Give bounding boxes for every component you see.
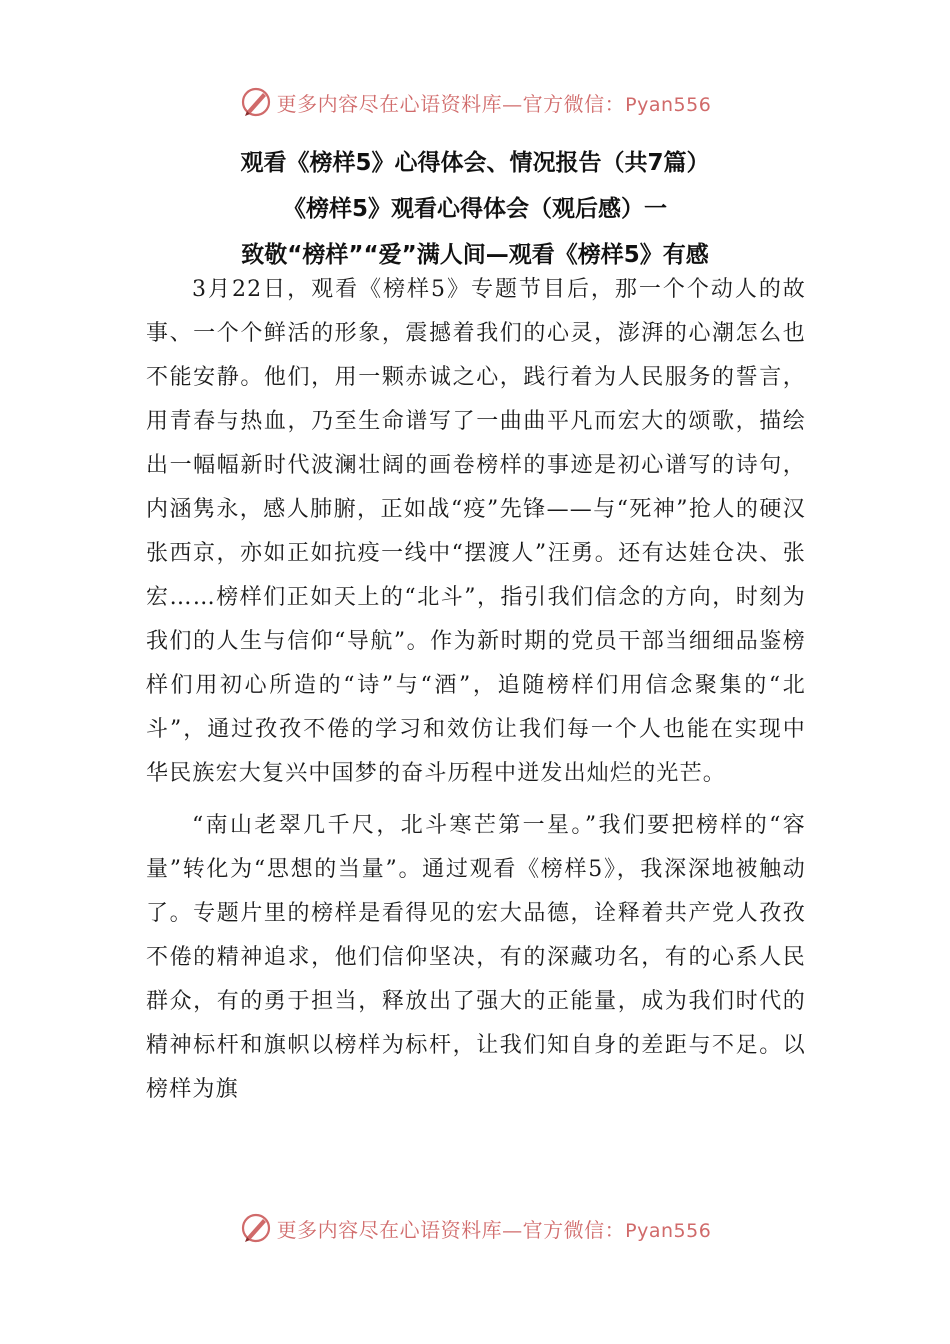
wechat-id: Pyan556 [625, 1219, 712, 1242]
paragraph-1: 3月22日，观看《榜样5》专题节目后，那一个个动人的故事、一个个鲜活的形象，震撼着我们的心灵，澎湃的心潮怎么也不能安静。他们，用一颗赤诚之心，践行着为人民服务的誓言，用青春与热血，乃至生命谱写了一曲曲平凡而宏大的颂歌，描绘出一幅幅新时代波澜壮阔的画卷榜样的事迹是初心谱写的诗句，内涵隽永，感人肺腑，正如战“疫”先锋——与“死神”抢人的硬汉张西京，亦如正如抗疫一线中“摆渡人”汪勇。还有达娃仓决、张宏……榜样们正如天上的“北斗”，指引我们信念的方向，时刻为我们的人生与信仰“导航”。作为新时期的党员干部当细细品鉴榜样们用初心所造的“诗”与“酒”，追随榜样们用信念聚集的“北斗”，通过孜孜不倦的学习和效仿让我们每一个人也能在实现中华民族宏大复兴中国梦的奋斗历程中迸发出灿烂的光芒。 [146, 277, 806, 786]
wechat-id: Pyan556 [625, 93, 712, 116]
article-title: 致敬“榜样”“爱”满人间—观看《榜样5》有感 [241, 242, 709, 268]
document-headings [0, 140, 950, 278]
pen-logo-icon [239, 1211, 273, 1245]
header-watermark-banner [0, 82, 950, 122]
banner-text: 更多内容尽在心语资料库—官方微信：Pyan556 [276, 1217, 712, 1242]
footer-watermark-banner [0, 1208, 950, 1248]
banner-text: 更多内容尽在心语资料库—官方微信：Pyan556 [276, 91, 712, 116]
main-title: 观看《榜样5》心得体会、情况报告（共7篇） [240, 150, 710, 176]
pen-logo-icon [239, 85, 273, 119]
article-body [146, 268, 806, 1112]
section-title: 《榜样5》观看心得体会（观后感）一 [282, 196, 667, 222]
paragraph-2: “南山老翠几千尺，北斗寒芒第一星。”我们要把榜样的“容量”转化为“思想的当量”。通过观看《榜样5》，我深深地被触动了。专题片里的榜样是看得见的宏大品德，诠释着共产党人孜孜不倦的精神追求，他们信仰坚决，有的深藏功名，有的心系人民群众，有的勇于担当，释放出了强大的正能量，成为我们时代的精神标杆和旗帜以榜样为标杆，让我们知自身的差距与不足。以榜样为旗 [146, 813, 806, 1102]
